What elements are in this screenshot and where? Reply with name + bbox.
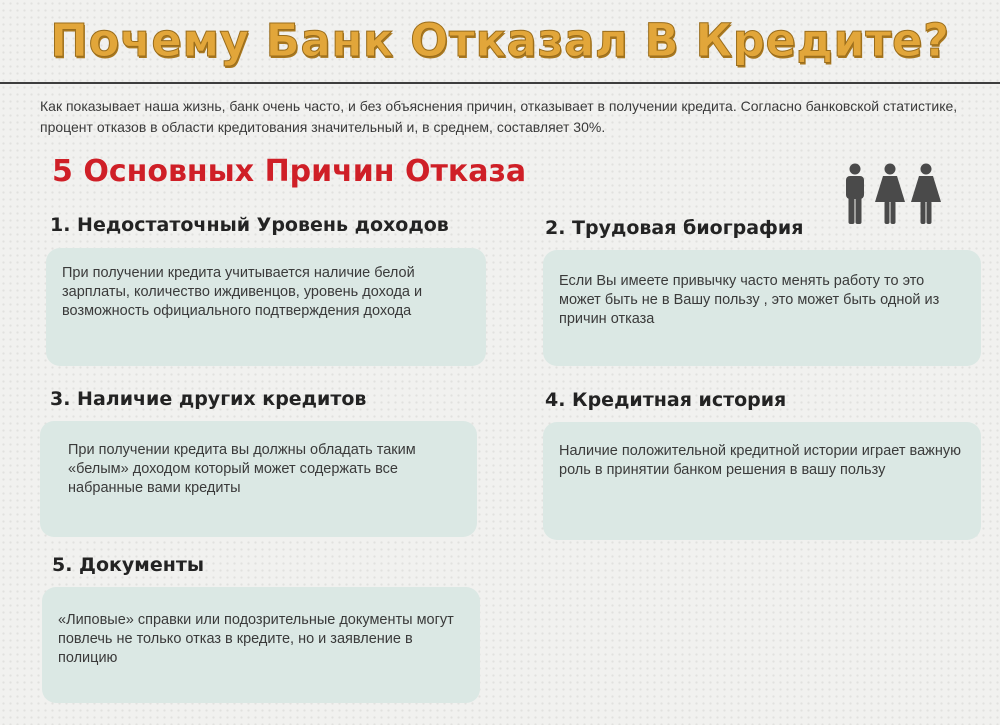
reason-3-heading: 3. Наличие других кредитов: [50, 388, 367, 410]
reason-5-heading: 5. Документы: [52, 554, 205, 576]
reason-1-text: При получении кредита учитывается наличие белой зарплаты, количество иждивенцов, уровень дохода и возможность официального подтверждения дохода: [62, 265, 423, 319]
intro-paragraph: Как показывает наша жизнь, банк очень часто, и без объяснения причин, отказывает в получении кредита. Согласно банковской статистике, процент отказов в области кредитования значительный и, в среднем, составляет 30%.: [40, 98, 958, 135]
reason-4-heading: 4. Кредитная история: [545, 389, 787, 411]
section-title: 5 Основных Причин Отказа: [52, 154, 527, 189]
reason-2-card: [543, 250, 981, 366]
reason-4-card: [543, 422, 981, 540]
reason-3-text: При получении кредита вы должны обладать таким «белым» доходом который может содержать все набранные вами кредиты: [68, 442, 416, 496]
woman-icon: [911, 164, 941, 225]
reason-1-heading: 1. Недостаточный Уровень доходов: [50, 214, 449, 236]
title-divider: [0, 82, 1000, 84]
page-title: Почему Банк Отказал В Кредите?: [50, 14, 950, 67]
people-icon-group: [838, 160, 948, 230]
reason-5-text: «Липовые» справки или подозрительные документы могут повлечь не только отказ в кредите, но и заявление в полицию: [58, 612, 454, 666]
reason-5-card: [42, 587, 480, 703]
reason-2-text: Если Вы имеете привычку часто менять работу то это может быть не в Вашу пользу , это может быть одной из причин отказа: [559, 273, 940, 327]
reason-3-card: [40, 421, 477, 537]
woman-icon: [875, 164, 905, 225]
reason-1-card: [46, 248, 486, 366]
reason-2-heading: 2. Трудовая биография: [545, 217, 804, 239]
reason-4-text: Наличие положительной кредитной истории играет важную роль в принятии банком решения в вашу пользу: [559, 443, 961, 478]
man-icon: [846, 164, 864, 225]
